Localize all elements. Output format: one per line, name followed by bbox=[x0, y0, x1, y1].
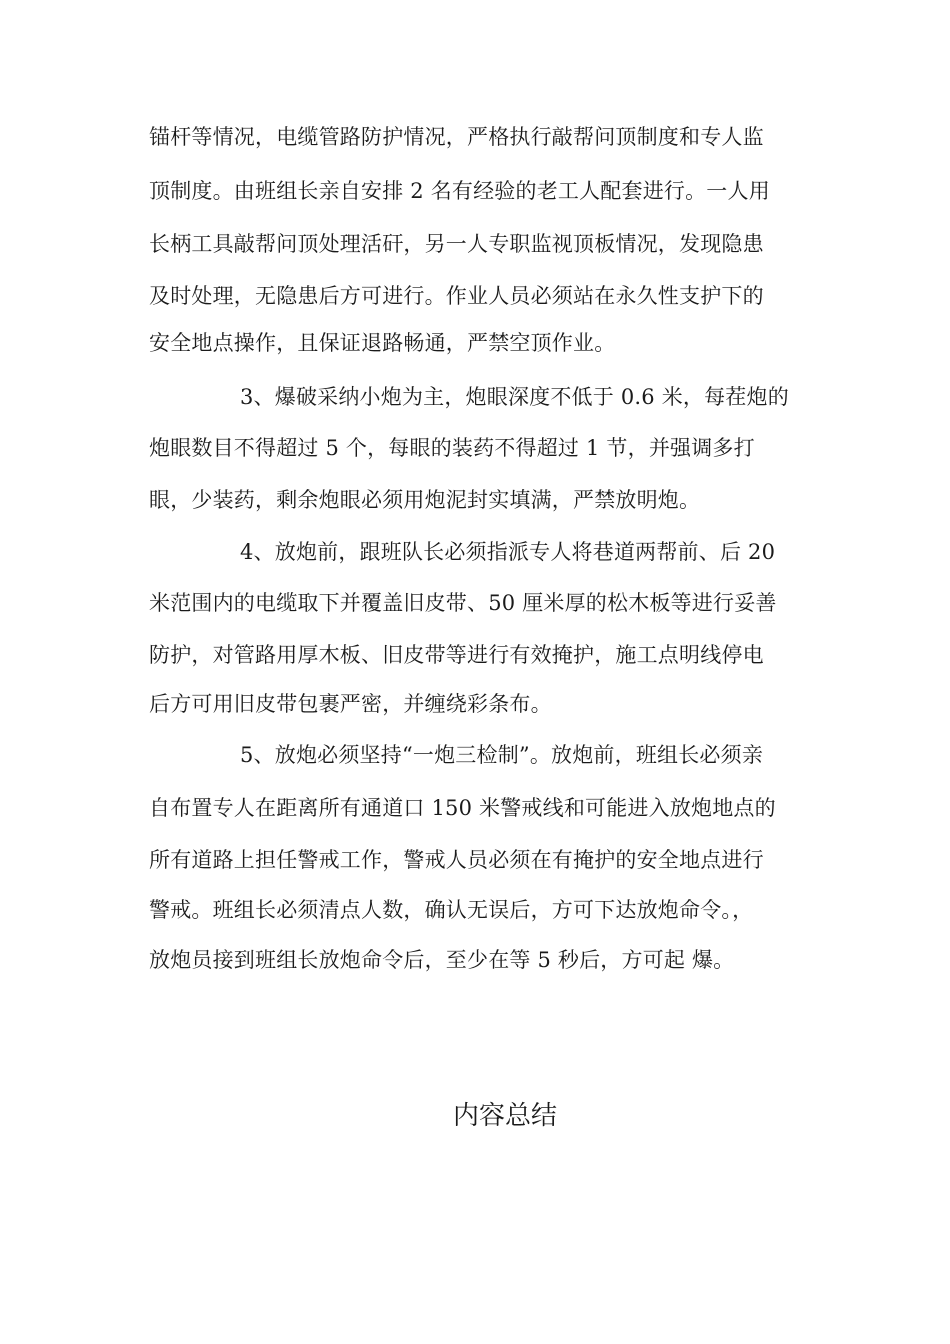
paragraph-line: 顶制度。由班组长亲自安排 2 名有经验的老工人配套进行。一人用 bbox=[149, 179, 770, 203]
paragraph-line: 眼，少装药，剩余炮眼必须用炮泥封实填满，严禁放明炮。 bbox=[149, 488, 701, 512]
paragraph-line: 警戒。班组长必须清点人数，确认无误后，方可下达放炮命令。， bbox=[149, 898, 754, 922]
paragraph-line: 防护，对管路用厚木板、旧皮带等进行有效掩护，施工点明线停电 bbox=[149, 643, 764, 667]
paragraph-line: 所有道路上担任警戒工作，警戒人员必须在有掩护的安全地点进行 bbox=[149, 848, 764, 872]
paragraph-line: 放炮员接到班组长放炮命令后，至少在等 5 秒后，方可起 爆。 bbox=[149, 948, 735, 972]
summary-title: 内容总结 bbox=[452, 1101, 557, 1131]
paragraph-line: 自布置专人在距离所有通道口 150 米警戒线和可能进入放炮地点的 bbox=[149, 796, 776, 820]
paragraph-line: 3、爆破采纳小炮为主，炮眼深度不低于 0.6 米，每茬炮的 bbox=[240, 385, 789, 409]
paragraph-line: 5、放炮必须坚持“一炮三检制”。放炮前，班组长必须亲 bbox=[240, 743, 764, 767]
paragraph-line: 长柄工具敲帮问顶处理活矸，另一人专职监视顶板情况，发现隐患 bbox=[149, 232, 764, 256]
paragraph-line: 锚杆等情况，电缆管路防护情况，严格执行敲帮问顶制度和专人监 bbox=[149, 125, 764, 149]
paragraph-line: 后方可用旧皮带包裹严密，并缠绕彩条布。 bbox=[149, 692, 552, 716]
paragraph-line: 米范围内的电缆取下并覆盖旧皮带、50 厘米厚的松木板等进行妥善 bbox=[149, 591, 777, 615]
paragraph-line: 及时处理，无隐患后方可进行。作业人员必须站在永久性支护下的 bbox=[149, 284, 764, 308]
paragraph-line: 炮眼数目不得超过 5 个，每眼的装药不得超过 1 节，并强调多打 bbox=[149, 436, 755, 460]
paragraph-line: 安全地点操作，且保证退路畅通，严禁空顶作业。 bbox=[149, 331, 616, 355]
paragraph-line: 4、放炮前，跟班队长必须指派专人将巷道两帮前、后 20 bbox=[240, 540, 776, 564]
